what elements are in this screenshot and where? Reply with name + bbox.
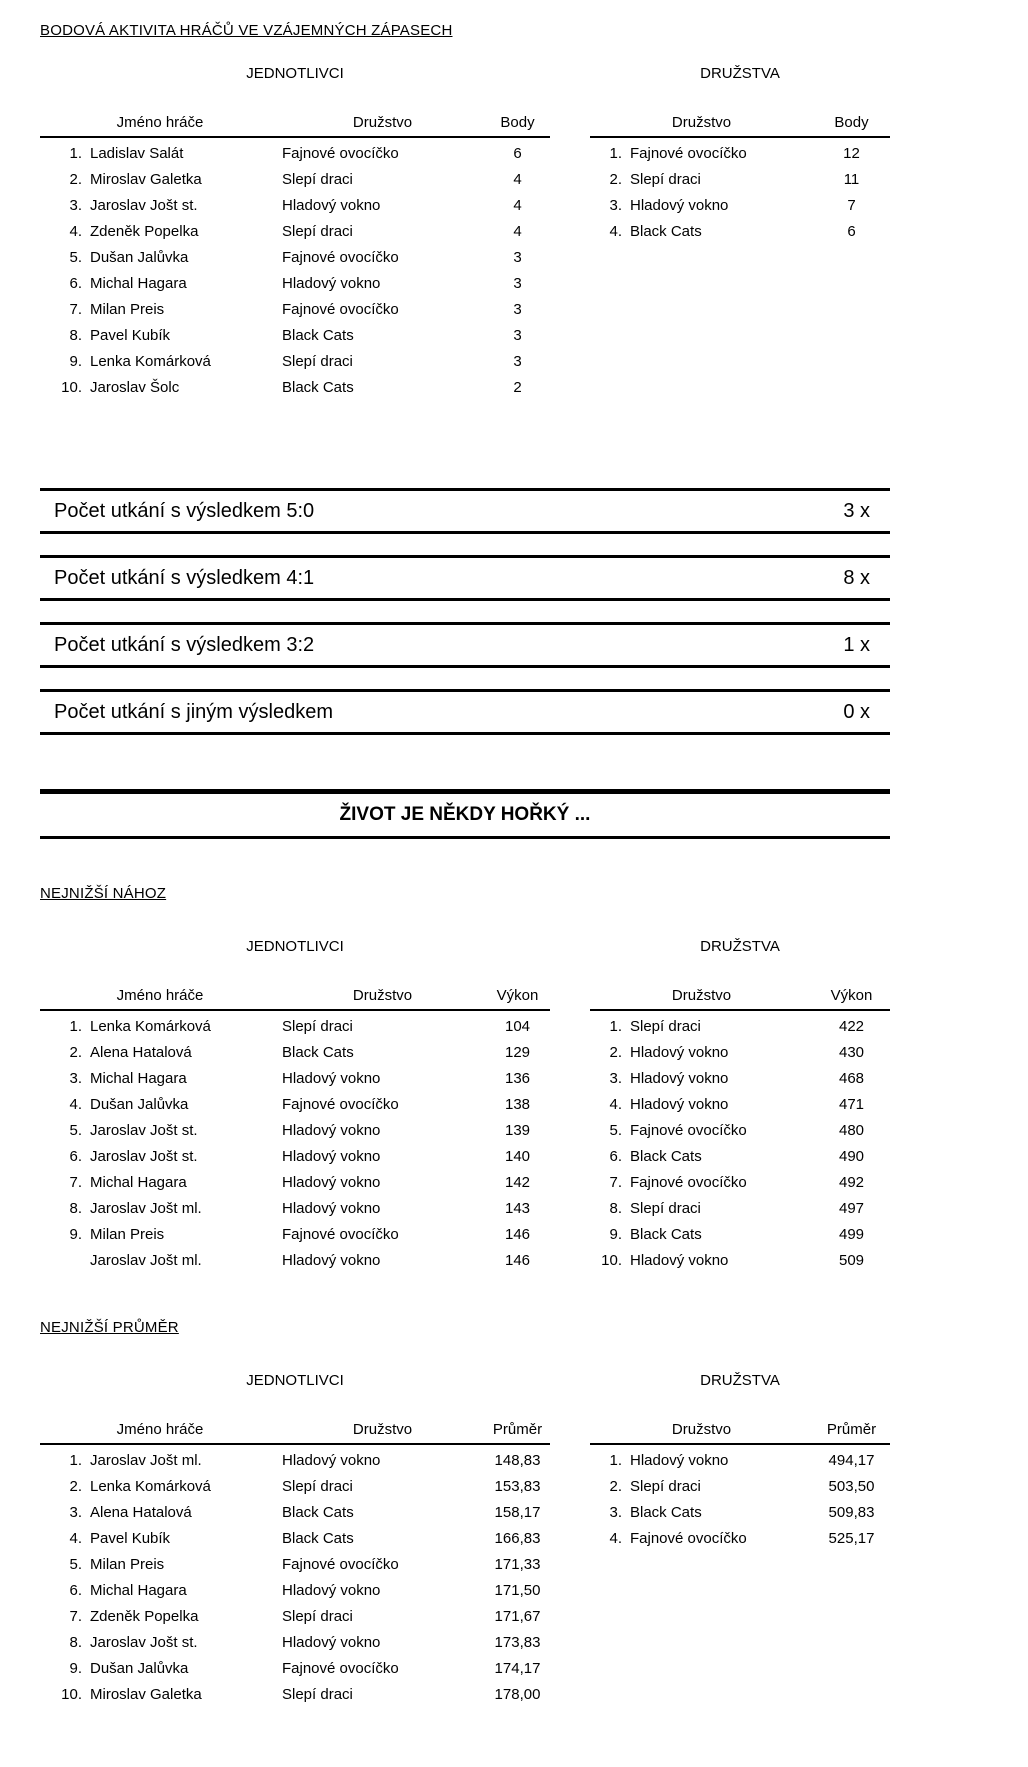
cell-name: Michal Hagara bbox=[90, 274, 187, 292]
cell-value: 509 bbox=[838, 1251, 865, 1269]
cell-team: Hladový vokno bbox=[282, 1633, 381, 1651]
cell-team: Slepí draci bbox=[282, 352, 353, 370]
cell-rank: 6. bbox=[609, 1147, 622, 1165]
cell-team: Black Cats bbox=[630, 1147, 702, 1165]
cell-value: 129 bbox=[504, 1043, 531, 1061]
cell-rank: 7. bbox=[69, 1173, 82, 1191]
cell-team: Fajnové ovocíčko bbox=[282, 1659, 399, 1677]
cell-name: Lenka Komárková bbox=[90, 1477, 211, 1495]
table-row bbox=[590, 192, 890, 218]
column-header-team: Družstvo bbox=[352, 114, 413, 131]
cell-rank: 6. bbox=[69, 1147, 82, 1165]
table-row bbox=[40, 1143, 550, 1169]
cell-team: Slepí draci bbox=[630, 1477, 701, 1495]
table-row bbox=[40, 1221, 550, 1247]
cell-value: 3 bbox=[513, 326, 522, 344]
cell-value: 142 bbox=[504, 1173, 531, 1191]
table-heading-teams: DRUŽSTVA bbox=[700, 65, 780, 82]
cell-team: Slepí draci bbox=[282, 1685, 353, 1703]
cell-value: 146 bbox=[504, 1251, 531, 1269]
cell-rank: 2. bbox=[609, 1043, 622, 1061]
cell-value: 497 bbox=[838, 1199, 865, 1217]
cell-team: Slepí draci bbox=[630, 1199, 701, 1217]
cell-name: Alena Hatalová bbox=[90, 1043, 192, 1061]
table-heading-teams: DRUŽSTVA bbox=[700, 1372, 780, 1389]
cell-name: Jaroslav Jošt ml. bbox=[90, 1251, 202, 1269]
cell-team: Black Cats bbox=[282, 1503, 354, 1521]
table-row bbox=[590, 1143, 890, 1169]
column-header-value: Průměr bbox=[492, 1421, 543, 1438]
cell-rank: 1. bbox=[69, 1451, 82, 1469]
table-row bbox=[40, 1551, 550, 1577]
column-header-value: Výkon bbox=[496, 987, 539, 1004]
table-row bbox=[40, 166, 550, 192]
table-heading-individuals: JEDNOTLIVCI bbox=[246, 1372, 344, 1389]
cell-rank: 5. bbox=[69, 248, 82, 266]
table-row bbox=[40, 1117, 550, 1143]
nahoz-section bbox=[40, 938, 890, 1273]
table-header-row bbox=[40, 1421, 550, 1445]
cell-rank: 7. bbox=[69, 300, 82, 318]
cell-team: Hladový vokno bbox=[630, 1043, 729, 1061]
cell-rank: 4. bbox=[69, 1529, 82, 1547]
table-row bbox=[40, 1091, 550, 1117]
cell-name: Dušan Jalůvka bbox=[90, 1095, 189, 1113]
cell-rank: 5. bbox=[609, 1121, 622, 1139]
table-row bbox=[40, 1247, 550, 1273]
column-header-team: Družstvo bbox=[671, 987, 732, 1004]
cell-rank: 9. bbox=[69, 1659, 82, 1677]
cell-rank: 8. bbox=[609, 1199, 622, 1217]
prumer-individuals-table bbox=[40, 1372, 550, 1707]
table-row bbox=[590, 1065, 890, 1091]
column-header-value: Průměr bbox=[826, 1421, 877, 1438]
cell-rank: 7. bbox=[69, 1607, 82, 1625]
cell-rank: 4. bbox=[69, 1095, 82, 1113]
cell-team: Hladový vokno bbox=[630, 1069, 729, 1087]
cell-value: 6 bbox=[847, 222, 856, 240]
cell-name: Jaroslav Jošt st. bbox=[90, 1147, 198, 1165]
cell-value: 4 bbox=[513, 170, 522, 188]
cell-value: 143 bbox=[504, 1199, 531, 1217]
table-header-row bbox=[40, 987, 550, 1011]
cell-value: 11 bbox=[843, 170, 860, 188]
cell-team: Fajnové ovocíčko bbox=[630, 1121, 747, 1139]
cell-name: Milan Preis bbox=[90, 300, 165, 318]
column-header-name: Jméno hráče bbox=[116, 987, 204, 1004]
cell-rank: 1. bbox=[609, 1017, 622, 1035]
table-row bbox=[40, 1655, 550, 1681]
column-header-team: Družstvo bbox=[671, 1421, 732, 1438]
cell-value: 153,83 bbox=[494, 1477, 541, 1495]
table-row bbox=[590, 1039, 890, 1065]
cell-rank: 2. bbox=[69, 1477, 82, 1495]
cell-rank: 1. bbox=[609, 144, 622, 162]
cell-value: 12 bbox=[843, 144, 860, 162]
table-row bbox=[590, 1169, 890, 1195]
table-row bbox=[40, 1681, 550, 1707]
table-row bbox=[590, 1499, 890, 1525]
cell-value: 525,17 bbox=[828, 1529, 875, 1547]
cell-rank: 3. bbox=[609, 1069, 622, 1087]
cell-rank: 3. bbox=[69, 196, 82, 214]
cell-team: Hladový vokno bbox=[282, 1199, 381, 1217]
cell-value: 3 bbox=[513, 300, 522, 318]
cell-value: 104 bbox=[504, 1017, 531, 1035]
table-body bbox=[40, 1011, 550, 1273]
cell-team: Hladový vokno bbox=[630, 1095, 729, 1113]
cell-rank: 9. bbox=[609, 1225, 622, 1243]
section-label-nahoz: NEJNIŽŠÍ NÁHOZ bbox=[40, 885, 167, 902]
cell-team: Fajnové ovocíčko bbox=[630, 1173, 747, 1191]
table-heading-teams: DRUŽSTVA bbox=[700, 938, 780, 955]
table-row bbox=[40, 348, 550, 374]
cell-rank: 8. bbox=[69, 1633, 82, 1651]
cell-name: Dušan Jalůvka bbox=[90, 248, 189, 266]
table-row bbox=[590, 166, 890, 192]
nahoz-individuals-table bbox=[40, 938, 550, 1273]
cell-rank: 10. bbox=[601, 1251, 622, 1269]
column-header-team: Družstvo bbox=[671, 114, 732, 131]
table-row bbox=[40, 1525, 550, 1551]
table-body bbox=[40, 1445, 550, 1707]
table-row bbox=[40, 1603, 550, 1629]
prumer-teams-table bbox=[590, 1372, 890, 1551]
cell-value: 494,17 bbox=[828, 1451, 875, 1469]
cell-name: Ladislav Salát bbox=[90, 144, 184, 162]
cell-team: Hladový vokno bbox=[282, 1251, 381, 1269]
cell-value: 430 bbox=[838, 1043, 865, 1061]
cell-name: Lenka Komárková bbox=[90, 1017, 211, 1035]
table-row bbox=[40, 1629, 550, 1655]
cell-rank: 9. bbox=[69, 1225, 82, 1243]
cell-team: Fajnové ovocíčko bbox=[630, 144, 747, 162]
cell-team: Fajnové ovocíčko bbox=[630, 1529, 747, 1547]
cell-rank: 2. bbox=[609, 170, 622, 188]
cell-value: 171,33 bbox=[494, 1555, 541, 1573]
cell-rank: 7. bbox=[609, 1173, 622, 1191]
cell-team: Black Cats bbox=[630, 1503, 702, 1521]
cell-rank: 8. bbox=[69, 1199, 82, 1217]
cell-team: Hladový vokno bbox=[282, 1451, 381, 1469]
cell-team: Fajnové ovocíčko bbox=[282, 300, 399, 318]
cell-team: Black Cats bbox=[282, 326, 354, 344]
cell-rank: 1. bbox=[69, 144, 82, 162]
cell-team: Hladový vokno bbox=[282, 1147, 381, 1165]
cell-rank: 3. bbox=[69, 1503, 82, 1521]
cell-rank: 9. bbox=[69, 352, 82, 370]
cell-value: 4 bbox=[513, 196, 522, 214]
cell-team: Hladový vokno bbox=[282, 196, 381, 214]
table-row bbox=[40, 1499, 550, 1525]
cell-team: Hladový vokno bbox=[282, 274, 381, 292]
table-row bbox=[40, 322, 550, 348]
cell-name: Jaroslav Jošt ml. bbox=[90, 1451, 202, 1469]
banner-value: 8 x bbox=[843, 566, 870, 589]
bodova-aktivita-section bbox=[40, 65, 890, 400]
cell-rank: 4. bbox=[69, 222, 82, 240]
cell-name: Milan Preis bbox=[90, 1225, 165, 1243]
cell-value: 492 bbox=[838, 1173, 865, 1191]
cell-value: 6 bbox=[513, 144, 522, 162]
banner-label: Počet utkání s výsledkem 4:1 bbox=[54, 566, 315, 589]
table-row bbox=[40, 1039, 550, 1065]
cell-value: 158,17 bbox=[494, 1503, 541, 1521]
cell-team: Black Cats bbox=[630, 1225, 702, 1243]
cell-rank: 5. bbox=[69, 1121, 82, 1139]
table-header-row bbox=[590, 987, 890, 1011]
cell-name: Alena Hatalová bbox=[90, 1503, 192, 1521]
cell-name: Lenka Komárková bbox=[90, 352, 211, 370]
cell-team: Slepí draci bbox=[282, 1477, 353, 1495]
cell-name: Pavel Kubík bbox=[90, 326, 171, 344]
cell-value: 2 bbox=[513, 378, 522, 396]
cell-value: 471 bbox=[838, 1095, 865, 1113]
banner-row-4-1 bbox=[40, 555, 890, 601]
cell-name: Jaroslav Jošt st. bbox=[90, 1633, 198, 1651]
cell-team: Black Cats bbox=[282, 378, 354, 396]
cell-rank: 5. bbox=[69, 1555, 82, 1573]
cell-value: 178,00 bbox=[494, 1685, 541, 1703]
table-row bbox=[40, 192, 550, 218]
table-body bbox=[590, 138, 890, 244]
cell-rank: 6. bbox=[69, 1581, 82, 1599]
table-row bbox=[590, 218, 890, 244]
cell-team: Hladový vokno bbox=[630, 1451, 729, 1469]
cell-team: Hladový vokno bbox=[630, 196, 729, 214]
table-row bbox=[40, 244, 550, 270]
column-header-name: Jméno hráče bbox=[116, 114, 204, 131]
cell-value: 166,83 bbox=[494, 1529, 541, 1547]
cell-value: 480 bbox=[838, 1121, 865, 1139]
cell-value: 148,83 bbox=[494, 1451, 541, 1469]
cell-team: Black Cats bbox=[282, 1529, 354, 1547]
cell-name: Dušan Jalůvka bbox=[90, 1659, 189, 1677]
cell-value: 509,83 bbox=[828, 1503, 875, 1521]
cell-team: Black Cats bbox=[282, 1043, 354, 1061]
table-body bbox=[590, 1011, 890, 1273]
banner-row-other bbox=[40, 689, 890, 735]
cell-team: Fajnové ovocíčko bbox=[282, 248, 399, 266]
table-row bbox=[40, 1065, 550, 1091]
cell-value: 174,17 bbox=[494, 1659, 541, 1677]
cell-team: Slepí draci bbox=[282, 170, 353, 188]
column-header-name: Jméno hráče bbox=[116, 1421, 204, 1438]
table-row bbox=[590, 140, 890, 166]
cell-name: Michal Hagara bbox=[90, 1581, 187, 1599]
column-header-team: Družstvo bbox=[352, 987, 413, 1004]
column-header-value: Body bbox=[500, 114, 535, 131]
table-row bbox=[590, 1525, 890, 1551]
cell-value: 4 bbox=[513, 222, 522, 240]
cell-team: Hladový vokno bbox=[282, 1581, 381, 1599]
cell-value: 138 bbox=[504, 1095, 531, 1113]
banner-label: Počet utkání s jiným výsledkem bbox=[54, 700, 333, 723]
cell-value: 7 bbox=[847, 196, 856, 214]
cell-rank: 3. bbox=[609, 1503, 622, 1521]
table-header-row bbox=[40, 114, 550, 138]
cell-team: Hladový vokno bbox=[282, 1069, 381, 1087]
cell-value: 136 bbox=[504, 1069, 531, 1087]
table-row bbox=[590, 1013, 890, 1039]
page-title: BODOVÁ AKTIVITA HRÁČŮ VE VZÁJEMNÝCH ZÁPASECH bbox=[40, 22, 453, 39]
cell-value: 422 bbox=[838, 1017, 865, 1035]
cell-value: 490 bbox=[838, 1147, 865, 1165]
cell-name: Jaroslav Šolc bbox=[90, 378, 180, 396]
banner-label: Počet utkání s výsledkem 5:0 bbox=[54, 499, 315, 522]
table-row bbox=[40, 1473, 550, 1499]
prumer-section bbox=[40, 1372, 890, 1707]
table-row bbox=[590, 1447, 890, 1473]
cell-value: 171,50 bbox=[494, 1581, 541, 1599]
cell-name: Miroslav Galetka bbox=[90, 170, 202, 188]
cell-name: Michal Hagara bbox=[90, 1173, 187, 1191]
table-row bbox=[40, 140, 550, 166]
table-row bbox=[590, 1221, 890, 1247]
table-header-row bbox=[590, 114, 890, 138]
cell-team: Slepí draci bbox=[630, 1017, 701, 1035]
table-header-row bbox=[590, 1421, 890, 1445]
cell-team: Slepí draci bbox=[282, 222, 353, 240]
cell-value: 3 bbox=[513, 352, 522, 370]
cell-team: Hladový vokno bbox=[282, 1121, 381, 1139]
cell-rank: 1. bbox=[69, 1017, 82, 1035]
table-heading-individuals: JEDNOTLIVCI bbox=[246, 938, 344, 955]
table-row bbox=[40, 218, 550, 244]
cell-rank: 10. bbox=[61, 1685, 82, 1703]
cell-team: Fajnové ovocíčko bbox=[282, 1555, 399, 1573]
banner-value: 3 x bbox=[843, 499, 870, 522]
banner-label: Počet utkání s výsledkem 3:2 bbox=[54, 633, 315, 656]
cell-name: Jaroslav Jošt st. bbox=[90, 196, 198, 214]
cell-value: 140 bbox=[504, 1147, 531, 1165]
cell-rank: 2. bbox=[609, 1477, 622, 1495]
table-row bbox=[590, 1247, 890, 1273]
table-row bbox=[40, 270, 550, 296]
cell-name: Pavel Kubík bbox=[90, 1529, 171, 1547]
cell-rank: 6. bbox=[69, 274, 82, 292]
table-heading-individuals: JEDNOTLIVCI bbox=[246, 65, 344, 82]
cell-rank: 1. bbox=[609, 1451, 622, 1469]
cell-rank: 3. bbox=[609, 196, 622, 214]
cell-value: 139 bbox=[504, 1121, 531, 1139]
table-row bbox=[590, 1195, 890, 1221]
bodova-individuals-table bbox=[40, 65, 550, 400]
banner-value: 1 x bbox=[843, 633, 870, 656]
cell-team: Black Cats bbox=[630, 222, 702, 240]
cell-value: 3 bbox=[513, 274, 522, 292]
cell-value: 171,67 bbox=[494, 1607, 541, 1625]
banner-row-5-0 bbox=[40, 488, 890, 534]
cell-value: 173,83 bbox=[494, 1633, 541, 1651]
column-header-team: Družstvo bbox=[352, 1421, 413, 1438]
cell-rank: 2. bbox=[69, 1043, 82, 1061]
cell-rank: 10. bbox=[61, 378, 82, 396]
cell-team: Slepí draci bbox=[282, 1607, 353, 1625]
cell-team: Slepí draci bbox=[282, 1017, 353, 1035]
table-row bbox=[40, 1013, 550, 1039]
cell-team: Fajnové ovocíčko bbox=[282, 144, 399, 162]
column-header-value: Body bbox=[834, 114, 869, 131]
cell-value: 503,50 bbox=[828, 1477, 875, 1495]
table-body bbox=[590, 1445, 890, 1551]
cell-rank: 3. bbox=[69, 1069, 82, 1087]
table-row bbox=[590, 1117, 890, 1143]
cell-rank: 4. bbox=[609, 1529, 622, 1547]
bodova-teams-table bbox=[590, 65, 890, 244]
table-row bbox=[40, 296, 550, 322]
cell-name: Milan Preis bbox=[90, 1555, 165, 1573]
table-row bbox=[40, 1577, 550, 1603]
table-row bbox=[590, 1473, 890, 1499]
cell-name: Jaroslav Jošt st. bbox=[90, 1121, 198, 1139]
cell-team: Fajnové ovocíčko bbox=[282, 1095, 399, 1113]
cell-rank: 4. bbox=[609, 222, 622, 240]
cell-value: 468 bbox=[838, 1069, 865, 1087]
cell-value: 3 bbox=[513, 248, 522, 266]
cell-team: Hladový vokno bbox=[282, 1173, 381, 1191]
column-header-value: Výkon bbox=[830, 987, 873, 1004]
cell-name: Jaroslav Jošt ml. bbox=[90, 1199, 202, 1217]
cell-team: Hladový vokno bbox=[630, 1251, 729, 1269]
section-label-prumer: NEJNIŽŠÍ PRŮMĚR bbox=[40, 1319, 179, 1336]
cell-rank: 4. bbox=[609, 1095, 622, 1113]
cell-name: Michal Hagara bbox=[90, 1069, 187, 1087]
cell-team: Slepí draci bbox=[630, 170, 701, 188]
nahoz-teams-table bbox=[590, 938, 890, 1273]
cell-rank: 8. bbox=[69, 326, 82, 344]
table-row bbox=[40, 1447, 550, 1473]
cell-name: Zdeněk Popelka bbox=[90, 1607, 199, 1625]
cell-rank: 2. bbox=[69, 170, 82, 188]
cell-value: 146 bbox=[504, 1225, 531, 1243]
section-divider-heading: ŽIVOT JE NĚKDY HOŘKÝ ... bbox=[40, 789, 890, 839]
table-row bbox=[40, 1195, 550, 1221]
cell-name: Zdeněk Popelka bbox=[90, 222, 199, 240]
cell-team: Fajnové ovocíčko bbox=[282, 1225, 399, 1243]
table-body bbox=[40, 138, 550, 400]
cell-value: 499 bbox=[838, 1225, 865, 1243]
table-row bbox=[40, 374, 550, 400]
table-row bbox=[40, 1169, 550, 1195]
table-row bbox=[590, 1091, 890, 1117]
banner-row-3-2 bbox=[40, 622, 890, 668]
banner-value: 0 x bbox=[843, 700, 870, 723]
cell-name: Miroslav Galetka bbox=[90, 1685, 202, 1703]
